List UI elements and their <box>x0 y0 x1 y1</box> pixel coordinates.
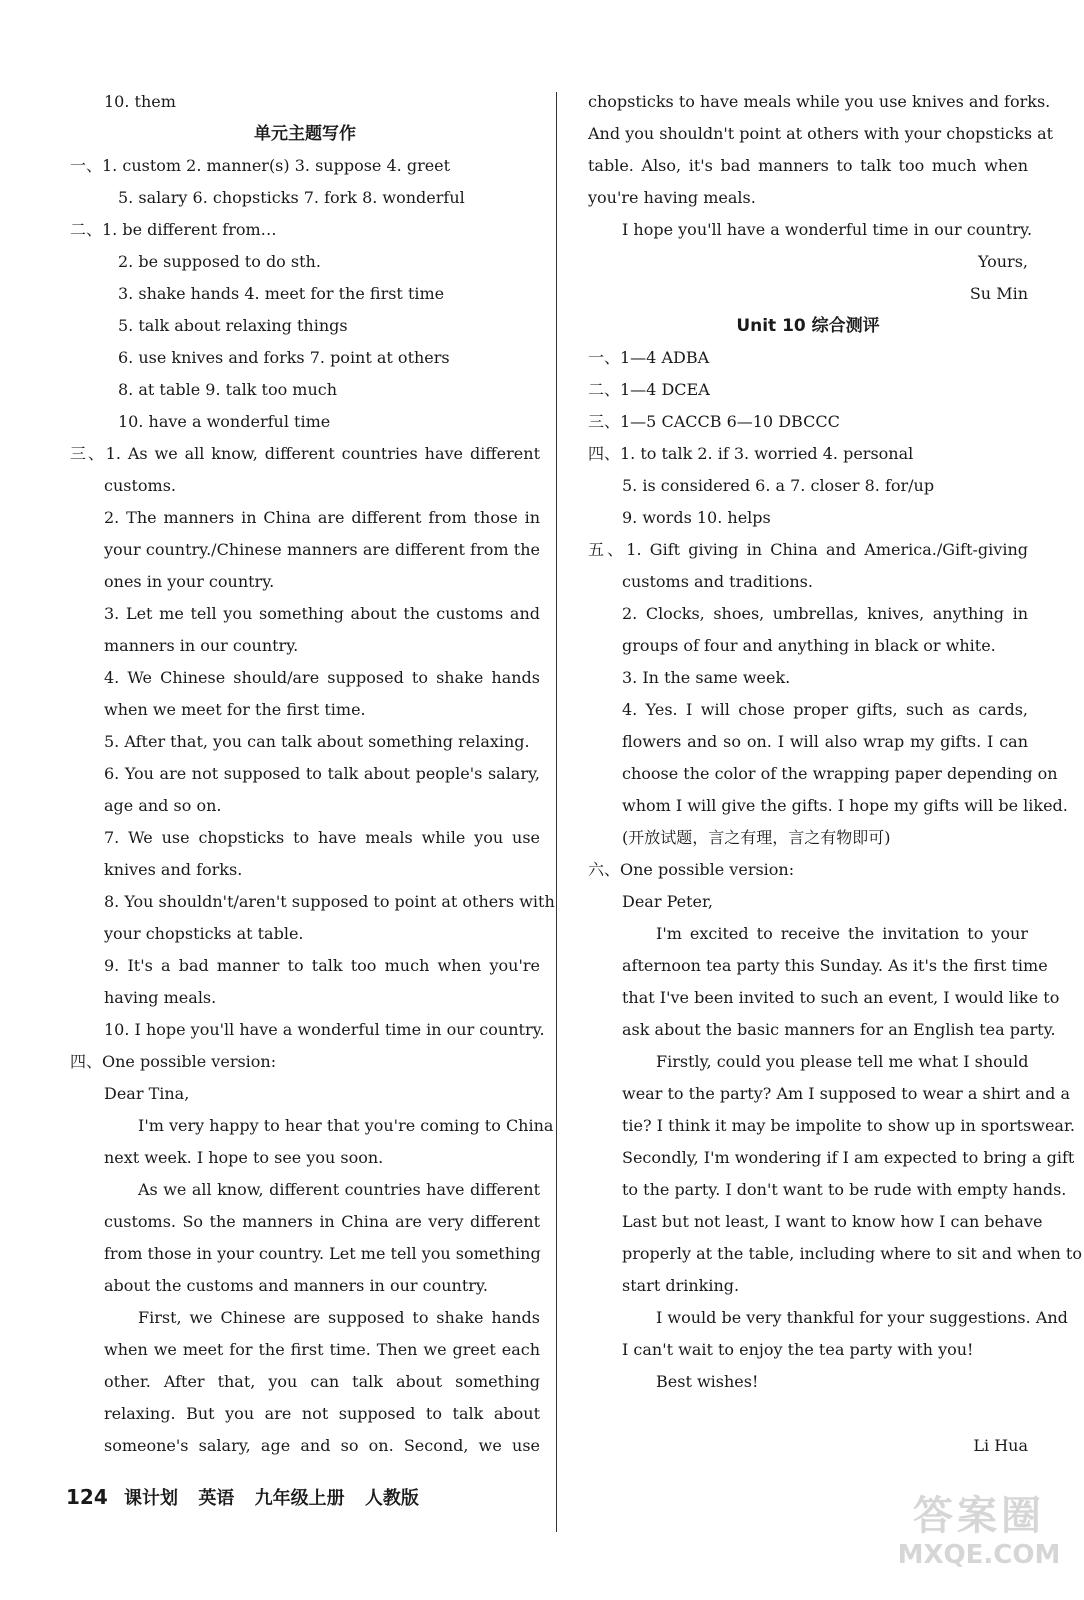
text-line: 5. is considered 6. a 7. closer 8. for/up <box>622 476 935 495</box>
text-line: As we all know, different countries have different <box>138 1180 540 1199</box>
text-line: customs. <box>104 476 177 495</box>
text-line: afternoon tea party this Sunday. As it's the first time <box>622 956 1048 975</box>
text-line: 一、1. custom 2. manner(s) 3. suppose 4. greet <box>70 156 451 175</box>
text-line: I'm very happy to hear that you're coming to China <box>138 1116 554 1135</box>
series-name: 课计划 <box>124 1488 179 1509</box>
text-line: tie? I think it may be impolite to show up in sportswear. <box>622 1116 1075 1135</box>
text-line: 4. Yes. I will chose proper gifts, such as cards, <box>622 700 1028 719</box>
text-line: (开放试题，言之有理，言之有物即可) <box>622 828 891 847</box>
text-line: Li Hua <box>973 1436 1028 1455</box>
text-line: 5. After that, you can talk about something relaxing. <box>104 732 530 751</box>
text-line: groups of four and anything in black or white. <box>622 636 996 655</box>
text-line: 4. We Chinese should/are supposed to shake hands <box>104 668 540 687</box>
text-line: 六、One possible version: <box>588 860 795 879</box>
text-line: 二、1. be different from… <box>70 220 277 239</box>
text-line: 单元主题写作 <box>254 124 356 144</box>
text-line: Last but not least, I want to know how I can behave <box>622 1212 1043 1231</box>
text-line: properly at the table, including where to sit and when to <box>622 1244 1082 1263</box>
text-line: 2. The manners in China are different from those in <box>104 508 540 527</box>
text-line: Dear Peter, <box>622 892 713 911</box>
text-line: having meals. <box>104 988 217 1007</box>
text-line: 五、1. Gift giving in China and America./Gift-giving <box>588 540 1028 559</box>
watermark-logo <box>894 1492 1064 1582</box>
watermark-url: MXQE.COM <box>897 1540 1061 1570</box>
text-line: 9. words 10. helps <box>622 508 771 527</box>
text-line: wear to the party? Am I supposed to wear a shirt and a <box>622 1084 1071 1103</box>
text-line: from those in your country. Let me tell you something <box>104 1244 541 1263</box>
text-line: 5. salary 6. chopsticks 7. fork 8. wonderful <box>118 188 465 207</box>
text-line: when we meet for the first time. Then we greet each <box>104 1340 540 1359</box>
text-line <box>588 1398 1028 1430</box>
text-line: start drinking. <box>622 1276 740 1295</box>
text-line: whom I will give the gifts. I hope my gifts will be liked. <box>622 796 1068 815</box>
text-line: your country./Chinese manners are different from the <box>104 540 540 559</box>
text-line: 6. use knives and forks 7. point at others <box>118 348 450 367</box>
text-line: 10. them <box>104 92 176 111</box>
text-line: 10. have a wonderful time <box>118 412 331 431</box>
text-line: chopsticks to have meals while you use knives and forks. <box>588 92 1051 111</box>
text-line: 二、1—4 DCEA <box>588 380 710 399</box>
text-line: you're having meals. <box>588 188 756 207</box>
text-line: Firstly, could you please tell me what I should <box>656 1052 1029 1071</box>
text-line: First, we Chinese are supposed to shake hands <box>138 1308 540 1327</box>
text-line: your chopsticks at table. <box>104 924 304 943</box>
text-line: I hope you'll have a wonderful time in our country. <box>622 220 1033 239</box>
text-line: when we meet for the first time. <box>104 700 366 719</box>
text-line: ones in your country. <box>104 572 275 591</box>
page-number: 124 <box>66 1485 108 1509</box>
text-line: Best wishes! <box>656 1372 759 1391</box>
text-line: ask about the basic manners for an English tea party. <box>622 1020 1056 1039</box>
text-line: 3. In the same week. <box>622 668 791 687</box>
text-line: 5. talk about relaxing things <box>118 316 348 335</box>
edition-name: 人教版 <box>364 1488 419 1509</box>
text-line: I'm excited to receive the invitation to your <box>656 924 1028 943</box>
text-line: And you shouldn't point at others with your chopsticks at <box>588 124 1054 143</box>
text-line: about the customs and manners in our country. <box>104 1276 488 1295</box>
text-line: I can't wait to enjoy the tea party with you! <box>622 1340 974 1359</box>
text-line: 8. at table 9. talk too much <box>118 380 338 399</box>
text-line: 2. Clocks, shoes, umbrellas, knives, anything in <box>622 604 1028 623</box>
column-divider <box>556 92 557 1532</box>
subject-name: 英语 <box>198 1488 235 1509</box>
text-line: to the party. I don't want to be rude with empty hands. <box>622 1180 1067 1199</box>
text-line: 3. shake hands 4. meet for the first time <box>118 284 445 303</box>
text-line: table. Also, it's bad manners to talk too much when <box>588 156 1028 175</box>
right-column <box>588 86 1082 1462</box>
text-line: choose the color of the wrapping paper depending on <box>622 764 1058 783</box>
text-line: 7. We use chopsticks to have meals while you use <box>104 828 540 847</box>
text-line: Unit 10 综合测评 <box>736 316 880 336</box>
text-line: other. After that, you can talk about something <box>104 1372 540 1391</box>
text-line: 四、1. to talk 2. if 3. worried 4. personal <box>588 444 914 463</box>
text-line: customs. So the manners in China are very different <box>104 1212 540 1231</box>
left-column <box>70 86 555 1462</box>
watermark-text: 答案圈 <box>913 1493 1045 1539</box>
text-line: someone's salary, age and so on. Second, we use <box>104 1436 540 1455</box>
text-line: 6. You are not supposed to talk about people's salary, <box>104 764 540 783</box>
text-line: I would be very thankful for your suggestions. And <box>656 1308 1068 1327</box>
text-line: 9. It's a bad manner to talk too much when you're <box>104 956 540 975</box>
grade-name: 九年级上册 <box>254 1488 345 1509</box>
text-line: Su Min <box>969 284 1028 303</box>
text-line: Yours, <box>977 252 1028 271</box>
text-line: Secondly, I'm wondering if I am expected to bring a gift <box>622 1148 1075 1167</box>
text-line: 8. You shouldn't/aren't supposed to point at others with <box>104 892 555 911</box>
text-line: 10. I hope you'll have a wonderful time in our country. <box>104 1020 545 1039</box>
text-line: Dear Tina, <box>104 1084 190 1103</box>
text-line: 三、1. As we all know, different countries have different <box>70 444 540 463</box>
text-line: age and so on. <box>104 796 222 815</box>
text-line: next week. I hope to see you soon. <box>104 1148 384 1167</box>
page-footer <box>66 1484 433 1510</box>
text-line: 四、One possible version: <box>70 1052 277 1071</box>
text-line: that I've been invited to such an event, I would like to <box>622 988 1060 1007</box>
text-line: relaxing. But you are not supposed to talk about <box>104 1404 540 1423</box>
text-line: flowers and so on. I will also wrap my gifts. I can <box>622 732 1028 751</box>
text-line: 2. be supposed to do sth. <box>118 252 321 271</box>
text-line: customs and traditions. <box>622 572 813 591</box>
text-line: 一、1—4 ADBA <box>588 348 710 367</box>
text-line: knives and forks. <box>104 860 243 879</box>
text-line: 3. Let me tell you something about the customs and <box>104 604 540 623</box>
text-line: 三、1—5 CACCB 6—10 DBCCC <box>588 412 840 431</box>
text-line: manners in our country. <box>104 636 299 655</box>
